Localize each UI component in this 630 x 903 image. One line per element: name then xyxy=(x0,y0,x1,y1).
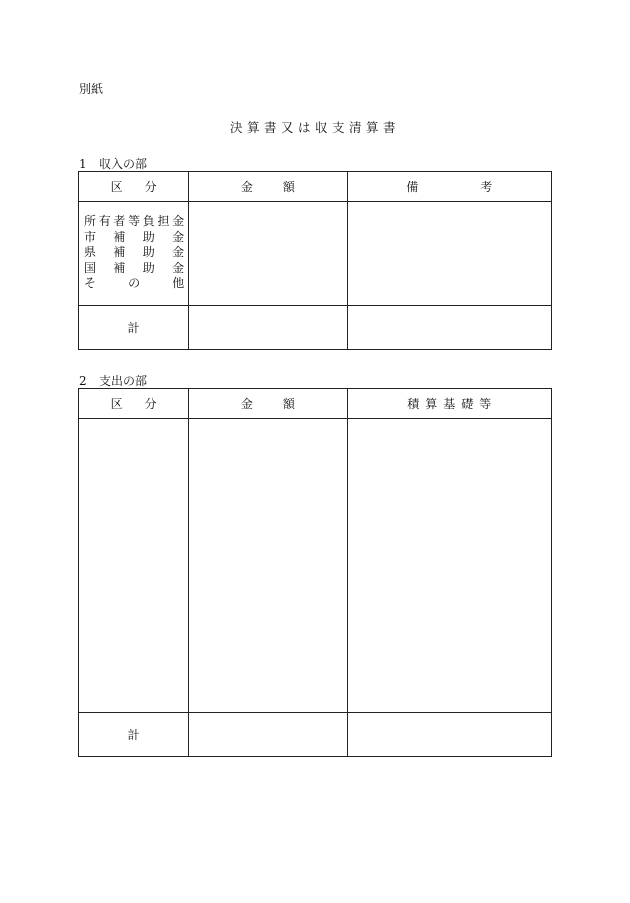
expense-total-amount-cell[interactable] xyxy=(189,713,347,757)
income-header-notes-text: 備考 xyxy=(406,180,555,194)
income-body-row xyxy=(79,202,552,306)
income-header-category xyxy=(79,172,189,202)
expense-header-notes-text: 積算基礎等 xyxy=(407,397,498,411)
income-total-amount-cell[interactable] xyxy=(189,306,347,350)
income-category-item: 市 補 助 金 xyxy=(84,229,185,244)
income-header-amount xyxy=(189,172,347,202)
expense-header-amount-text: 金額 xyxy=(240,397,325,411)
expense-amount-cell[interactable] xyxy=(189,419,347,713)
income-header-row xyxy=(79,172,552,202)
expense-header-amount xyxy=(189,389,347,419)
expense-section-heading xyxy=(79,372,147,389)
income-section-title: 収入の部 xyxy=(99,157,148,171)
income-category-item: 県 補 助 金 xyxy=(84,245,185,259)
expense-section-number: 2 xyxy=(79,374,87,388)
expense-table xyxy=(78,388,552,757)
income-section-heading xyxy=(79,155,147,172)
expense-header-row xyxy=(79,389,552,419)
document-title: 決算書又は収支清算書 xyxy=(229,120,400,135)
income-total-notes-cell[interactable] xyxy=(347,306,551,350)
income-table xyxy=(78,171,555,350)
income-header-amount-text: 金額 xyxy=(240,180,325,194)
income-header-category-text: 区分 xyxy=(110,180,179,194)
attachment-label: 別紙 xyxy=(79,82,104,96)
income-category-list xyxy=(79,202,188,292)
expense-category-cell[interactable] xyxy=(79,419,189,713)
income-category-item: そ の 他 xyxy=(84,276,185,290)
income-category-cell xyxy=(79,202,189,306)
income-section-number: 1 xyxy=(79,157,87,171)
expense-header-notes xyxy=(347,389,551,419)
income-header-notes xyxy=(347,172,555,202)
income-notes-cell[interactable] xyxy=(347,202,551,306)
expense-total-label: 計 xyxy=(79,713,189,757)
expense-header-category-text: 区分 xyxy=(110,397,179,411)
income-category-item: 国 補 助 金 xyxy=(84,260,185,275)
expense-total-notes-cell[interactable] xyxy=(347,713,551,757)
expense-section-title: 支出の部 xyxy=(99,374,148,388)
expense-total-row xyxy=(79,713,552,757)
income-total-row xyxy=(79,306,552,350)
income-total-label: 計 xyxy=(79,306,189,350)
expense-header-category xyxy=(79,389,189,419)
income-category-item: 所 有 者 等 負 担 金 xyxy=(84,214,185,228)
expense-body-row xyxy=(79,419,552,713)
expense-notes-cell[interactable] xyxy=(347,419,551,713)
income-amount-cell[interactable] xyxy=(189,202,347,306)
